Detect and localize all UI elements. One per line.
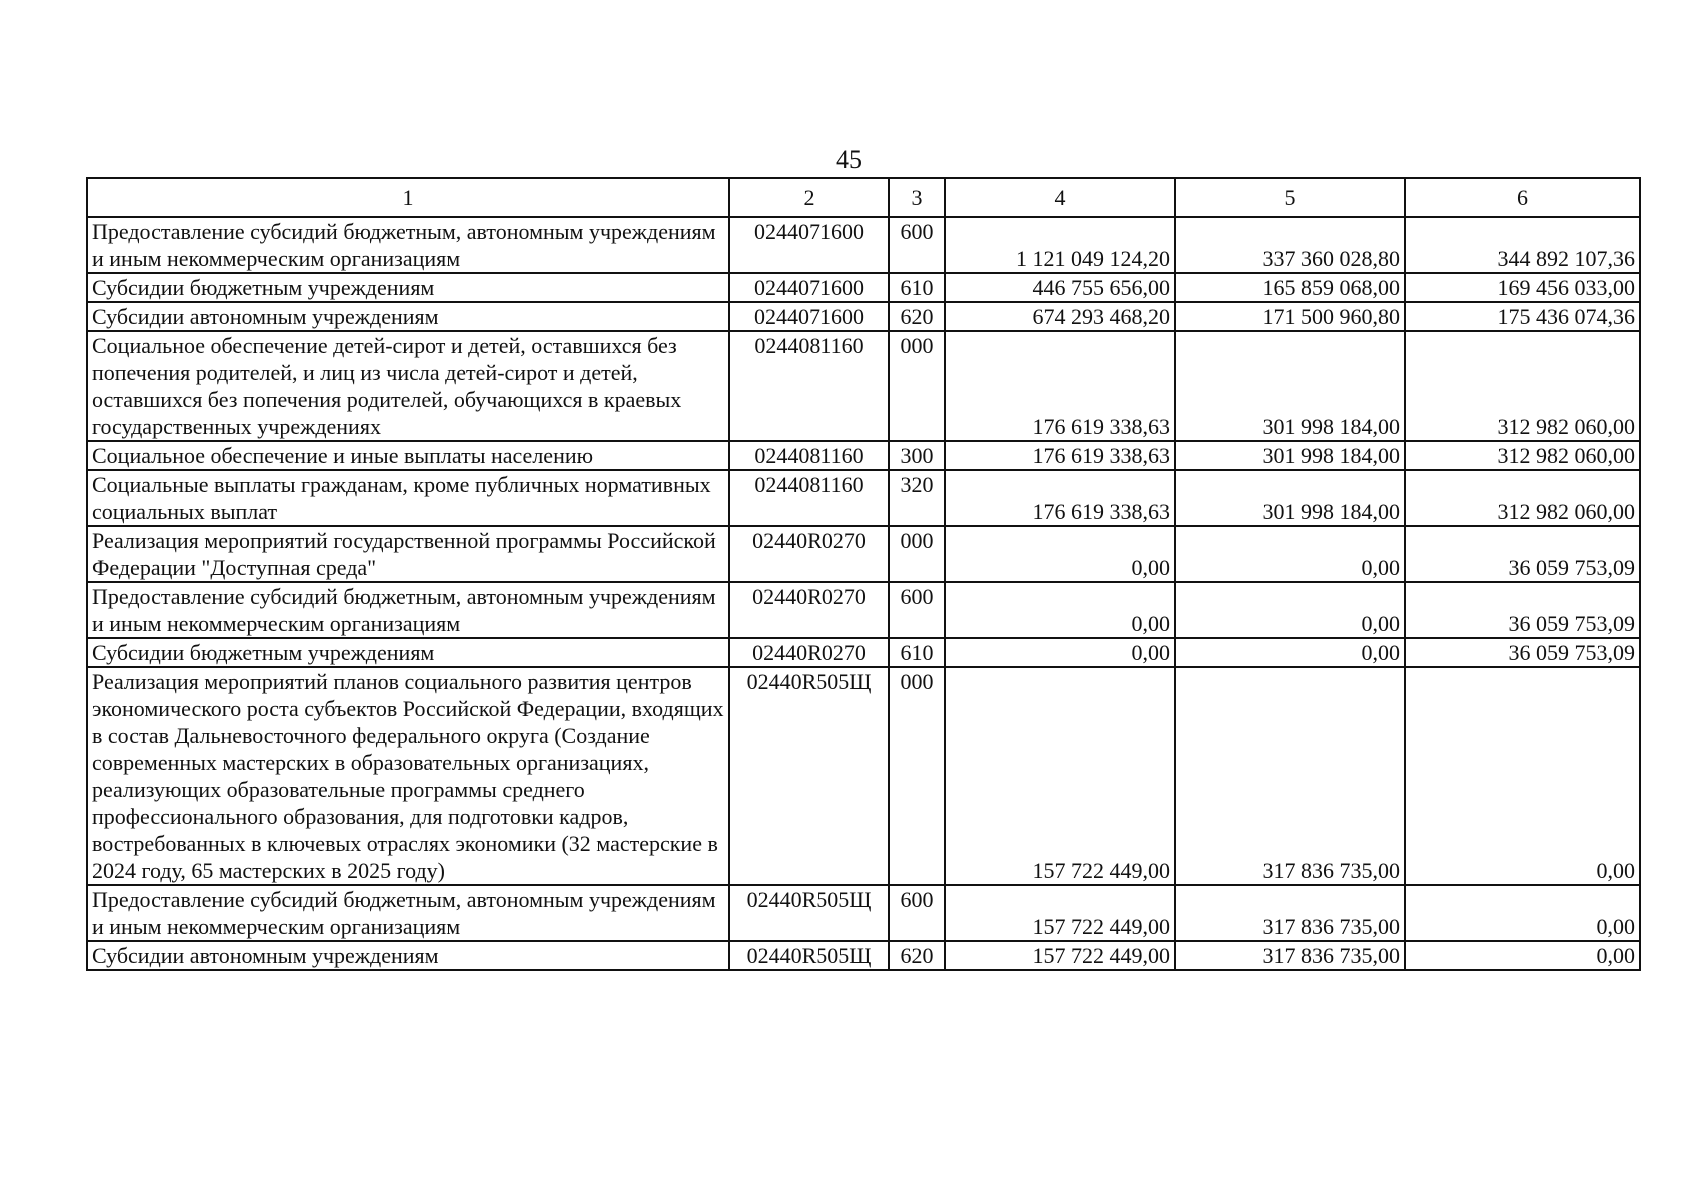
row-amount-5: 0,00 xyxy=(1175,638,1405,667)
row-code: 02440R0270 xyxy=(729,582,889,638)
row-name: Реализация мероприятий государственной программы Российской Федерации "Доступная среда" xyxy=(87,526,729,582)
row-type: 600 xyxy=(889,217,945,273)
row-name: Субсидии бюджетным учреждениям xyxy=(87,638,729,667)
table-row xyxy=(87,302,1640,331)
row-code: 0244071600 xyxy=(729,302,889,331)
row-amount-4: 157 722 449,00 xyxy=(945,885,1175,941)
table-row xyxy=(87,470,1640,526)
header-col-6: 6 xyxy=(1405,178,1640,217)
header-col-5: 5 xyxy=(1175,178,1405,217)
row-type: 000 xyxy=(889,667,945,885)
row-code: 0244071600 xyxy=(729,273,889,302)
row-amount-6: 0,00 xyxy=(1405,667,1640,885)
row-type: 610 xyxy=(889,638,945,667)
row-amount-5: 0,00 xyxy=(1175,526,1405,582)
row-amount-4: 176 619 338,63 xyxy=(945,331,1175,441)
row-amount-4: 0,00 xyxy=(945,638,1175,667)
page-number: 45 xyxy=(836,145,862,174)
table-row xyxy=(87,941,1640,970)
row-amount-5: 301 998 184,00 xyxy=(1175,331,1405,441)
row-type: 620 xyxy=(889,302,945,331)
row-name: Социальное обеспечение детей-сирот и детей, оставшихся без попечения родителей, и лиц из числа детей-сирот и детей, оставшихся без попечения родителей, обучающихся в краевых государственных учреждениях xyxy=(87,331,729,441)
header-col-1: 1 xyxy=(87,178,729,217)
row-name: Предоставление субсидий бюджетным, автономным учреждениям и иным некоммерческим организациям xyxy=(87,217,729,273)
row-amount-5: 317 836 735,00 xyxy=(1175,885,1405,941)
row-name: Социальное обеспечение и иные выплаты населению xyxy=(87,441,729,470)
row-amount-4: 176 619 338,63 xyxy=(945,470,1175,526)
row-code: 02440R505Щ xyxy=(729,941,889,970)
row-amount-5: 165 859 068,00 xyxy=(1175,273,1405,302)
row-amount-4: 0,00 xyxy=(945,526,1175,582)
row-amount-6: 344 892 107,36 xyxy=(1405,217,1640,273)
row-amount-6: 312 982 060,00 xyxy=(1405,331,1640,441)
row-type: 600 xyxy=(889,885,945,941)
row-amount-4: 157 722 449,00 xyxy=(945,667,1175,885)
row-amount-6: 0,00 xyxy=(1405,885,1640,941)
row-amount-5: 171 500 960,80 xyxy=(1175,302,1405,331)
table-row xyxy=(87,331,1640,441)
row-type: 300 xyxy=(889,441,945,470)
row-amount-5: 0,00 xyxy=(1175,582,1405,638)
row-amount-5: 317 836 735,00 xyxy=(1175,667,1405,885)
row-name: Реализация мероприятий планов социального развития центров экономического роста субъектов Российской Федерации, входящих в состав Дальневосточного федерального округа (Создание современных мастерских в образовательных организациях, реализующих образовательные программы среднего профессионального образования, для подготовки кадров, востребованных в ключевых отраслях экономики (32 мастерские в 2024 году, 65 мастерских в 2025 году) xyxy=(87,667,729,885)
row-amount-6: 169 456 033,00 xyxy=(1405,273,1640,302)
table-header-row xyxy=(87,178,1640,217)
row-type: 600 xyxy=(889,582,945,638)
row-amount-6: 175 436 074,36 xyxy=(1405,302,1640,331)
row-code: 02440R0270 xyxy=(729,526,889,582)
table-row xyxy=(87,441,1640,470)
header-col-3: 3 xyxy=(889,178,945,217)
row-amount-5: 317 836 735,00 xyxy=(1175,941,1405,970)
row-amount-4: 0,00 xyxy=(945,582,1175,638)
row-code: 0244071600 xyxy=(729,217,889,273)
budget-table xyxy=(86,177,1641,971)
table-row xyxy=(87,885,1640,941)
row-amount-4: 446 755 656,00 xyxy=(945,273,1175,302)
table-row xyxy=(87,638,1640,667)
table-row xyxy=(87,526,1640,582)
row-code: 02440R505Щ xyxy=(729,885,889,941)
row-amount-6: 36 059 753,09 xyxy=(1405,526,1640,582)
row-amount-6: 312 982 060,00 xyxy=(1405,441,1640,470)
table-row xyxy=(87,582,1640,638)
row-type: 320 xyxy=(889,470,945,526)
table-row xyxy=(87,273,1640,302)
row-code: 02440R505Щ xyxy=(729,667,889,885)
row-code: 02440R0270 xyxy=(729,638,889,667)
row-type: 000 xyxy=(889,331,945,441)
row-type: 620 xyxy=(889,941,945,970)
row-amount-4: 674 293 468,20 xyxy=(945,302,1175,331)
row-code: 0244081160 xyxy=(729,470,889,526)
row-amount-4: 157 722 449,00 xyxy=(945,941,1175,970)
row-name: Субсидии автономным учреждениям xyxy=(87,302,729,331)
row-amount-6: 0,00 xyxy=(1405,941,1640,970)
row-name: Социальные выплаты гражданам, кроме публичных нормативных социальных выплат xyxy=(87,470,729,526)
row-amount-4: 176 619 338,63 xyxy=(945,441,1175,470)
row-name: Предоставление субсидий бюджетным, автономным учреждениям и иным некоммерческим организациям xyxy=(87,582,729,638)
row-name: Предоставление субсидий бюджетным, автономным учреждениям и иным некоммерческим организациям xyxy=(87,885,729,941)
row-amount-5: 301 998 184,00 xyxy=(1175,470,1405,526)
row-code: 0244081160 xyxy=(729,331,889,441)
table-row xyxy=(87,217,1640,273)
row-name: Субсидии бюджетным учреждениям xyxy=(87,273,729,302)
table-row xyxy=(87,667,1640,885)
header-col-2: 2 xyxy=(729,178,889,217)
row-amount-5: 301 998 184,00 xyxy=(1175,441,1405,470)
row-amount-5: 337 360 028,80 xyxy=(1175,217,1405,273)
row-amount-6: 36 059 753,09 xyxy=(1405,582,1640,638)
row-type: 610 xyxy=(889,273,945,302)
row-name: Субсидии автономным учреждениям xyxy=(87,941,729,970)
header-col-4: 4 xyxy=(945,178,1175,217)
row-amount-6: 312 982 060,00 xyxy=(1405,470,1640,526)
row-amount-6: 36 059 753,09 xyxy=(1405,638,1640,667)
row-code: 0244081160 xyxy=(729,441,889,470)
row-amount-4: 1 121 049 124,20 xyxy=(945,217,1175,273)
row-type: 000 xyxy=(889,526,945,582)
